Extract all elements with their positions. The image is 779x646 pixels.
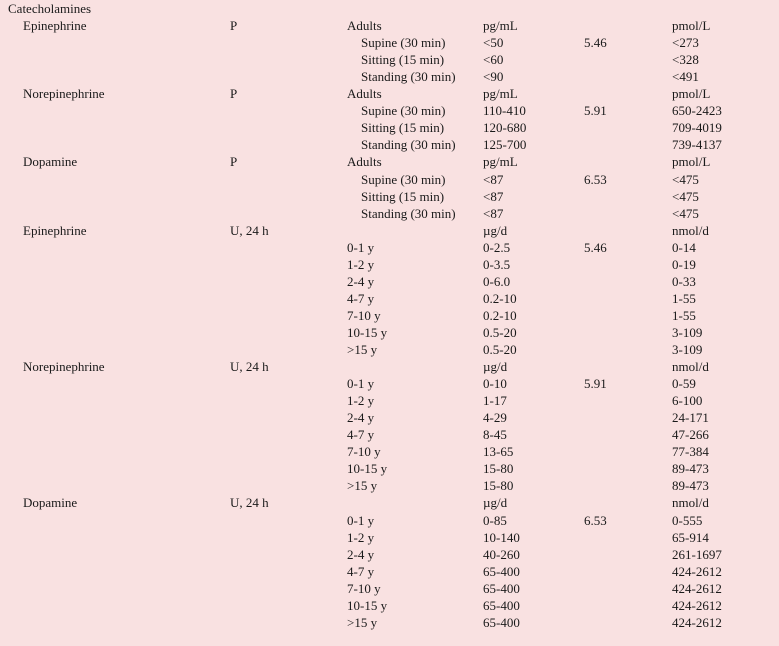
conventional-value-cell: 125-700 <box>483 137 527 153</box>
conventional-value-cell: 0-10 <box>483 376 507 392</box>
conversion-factor-cell: 6.53 <box>584 512 607 528</box>
group-cell: Supine (30 min) <box>361 35 446 50</box>
conversion-factor-cell: 5.46 <box>584 35 607 50</box>
conventional-value-cell: 0-3.5 <box>483 256 511 272</box>
table-row <box>0 85 779 102</box>
analyte-cell: Dopamine <box>23 495 78 511</box>
si-value-cell: 77-384 <box>672 444 709 460</box>
conventional-value-cell: 65-400 <box>483 563 520 579</box>
table-row <box>0 205 779 222</box>
table-row <box>0 477 779 494</box>
conventional-value-cell: 8-45 <box>483 427 507 443</box>
si-value-cell: 89-473 <box>672 461 709 477</box>
group-cell: 2-4 y <box>347 410 375 426</box>
table-row <box>0 597 779 614</box>
conventional-value-cell: µg/d <box>483 359 508 374</box>
conventional-value-cell: <87 <box>483 171 504 187</box>
specimen-cell: U, 24 h <box>230 359 269 374</box>
si-value-cell: <273 <box>672 35 699 50</box>
conventional-value-cell: 110-410 <box>483 103 526 119</box>
table-row <box>0 34 779 51</box>
table-row <box>0 614 779 631</box>
table-row <box>0 512 779 529</box>
group-cell: 2-4 y <box>347 546 375 562</box>
table-row <box>0 580 779 597</box>
conventional-value-cell: 13-65 <box>483 444 514 460</box>
si-value-cell: 1-55 <box>672 307 696 323</box>
group-cell: 0-1 y <box>347 376 375 392</box>
section-title: Catecholamines <box>8 1 92 16</box>
si-value-cell: 424-2612 <box>672 614 722 630</box>
conventional-value-cell: pg/mL <box>483 86 518 102</box>
si-value-cell: 47-266 <box>672 427 709 443</box>
si-value-cell: 424-2612 <box>672 597 722 613</box>
group-cell: Standing (30 min) <box>361 137 456 153</box>
group-cell: Sitting (15 min) <box>361 52 445 68</box>
table-row <box>0 546 779 563</box>
table-row <box>0 171 779 188</box>
analyte-cell: Norepinephrine <box>23 359 105 374</box>
si-value-cell: 0-59 <box>672 376 696 392</box>
conventional-value-cell: 15-80 <box>483 478 514 494</box>
conventional-value-cell: µg/d <box>483 222 508 238</box>
si-value-cell: 1-55 <box>672 290 696 306</box>
si-value-cell: 24-171 <box>672 410 709 426</box>
conventional-value-cell: 0.5-20 <box>483 341 517 357</box>
group-cell: 1-2 y <box>347 256 375 272</box>
specimen-cell: P <box>230 86 238 102</box>
si-value-cell: pmol/L <box>672 86 711 102</box>
specimen-cell: P <box>230 18 238 33</box>
specimen-cell: U, 24 h <box>230 222 269 238</box>
table-row <box>0 375 779 392</box>
si-value-cell: <475 <box>672 188 699 204</box>
table-row <box>0 153 779 170</box>
group-cell: Supine (30 min) <box>361 103 446 119</box>
conventional-value-cell: 4-29 <box>483 410 507 426</box>
conventional-value-cell: 40-260 <box>483 546 520 562</box>
conventional-value-cell: 0.5-20 <box>483 324 517 340</box>
group-cell: 0-1 y <box>347 239 375 255</box>
table-row <box>0 324 779 341</box>
table-row <box>0 426 779 443</box>
table-row <box>0 494 779 511</box>
si-value-cell: <491 <box>672 69 699 85</box>
si-value-cell: <328 <box>672 52 699 68</box>
conventional-value-cell: 0.2-10 <box>483 307 517 323</box>
si-value-cell: 89-473 <box>672 478 709 494</box>
analyte-cell: Dopamine <box>23 154 78 170</box>
group-cell: 0-1 y <box>347 512 375 528</box>
group-cell: 7-10 y <box>347 444 381 460</box>
table-row <box>0 273 779 290</box>
table-row <box>0 529 779 546</box>
conventional-value-cell: 10-140 <box>483 529 520 545</box>
si-value-cell: 65-914 <box>672 529 709 545</box>
conventional-value-cell: <50 <box>483 35 504 50</box>
conventional-value-cell: <90 <box>483 69 504 85</box>
si-value-cell: <475 <box>672 171 699 187</box>
conventional-value-cell: 0-85 <box>483 512 507 528</box>
si-value-cell: 0-19 <box>672 256 696 272</box>
si-value-cell: 739-4137 <box>672 137 722 153</box>
conversion-factor-cell: 5.46 <box>584 239 607 255</box>
conventional-value-cell: µg/d <box>483 495 508 511</box>
table-row <box>0 256 779 273</box>
group-cell: 7-10 y <box>347 580 381 596</box>
group-cell: 1-2 y <box>347 529 375 545</box>
table-row <box>0 392 779 409</box>
conventional-value-cell: <87 <box>483 205 504 221</box>
table-row <box>0 17 779 34</box>
table-row <box>0 188 779 205</box>
specimen-cell: P <box>230 154 238 170</box>
specimen-cell: U, 24 h <box>230 495 269 511</box>
si-value-cell: nmol/d <box>672 222 709 238</box>
conventional-value-cell: 1-17 <box>483 393 507 409</box>
table-row <box>0 119 779 136</box>
si-value-cell: pmol/L <box>672 154 711 170</box>
table-row <box>0 68 779 85</box>
group-cell: 10-15 y <box>347 597 388 613</box>
table-row <box>0 290 779 307</box>
si-value-cell: 650-2423 <box>672 103 722 119</box>
si-value-cell: 0-555 <box>672 512 703 528</box>
conventional-value-cell: 0-2.5 <box>483 239 511 255</box>
section-header <box>0 0 779 17</box>
table-row <box>0 409 779 426</box>
group-cell: 4-7 y <box>347 563 375 579</box>
si-value-cell: 709-4019 <box>672 120 722 136</box>
conversion-factor-cell: 6.53 <box>584 171 607 187</box>
si-value-cell: 0-33 <box>672 273 696 289</box>
si-value-cell: 424-2612 <box>672 563 722 579</box>
group-cell: Adults <box>347 154 382 170</box>
conventional-value-cell: 65-400 <box>483 597 520 613</box>
si-value-cell: nmol/d <box>672 495 709 511</box>
conventional-value-cell: <87 <box>483 188 504 204</box>
table-row <box>0 102 779 119</box>
conventional-value-cell: pg/mL <box>483 154 518 170</box>
table-row <box>0 307 779 324</box>
group-cell: 4-7 y <box>347 427 375 443</box>
conversion-factor-cell: 5.91 <box>584 376 607 392</box>
table-row <box>0 563 779 580</box>
si-value-cell: 261-1697 <box>672 546 722 562</box>
group-cell: Standing (30 min) <box>361 69 456 85</box>
si-value-cell: 0-14 <box>672 239 696 255</box>
table-row <box>0 222 779 239</box>
group-cell: Adults <box>347 18 382 33</box>
group-cell: >15 y <box>347 341 378 357</box>
conventional-value-cell: 120-680 <box>483 120 527 136</box>
table-row <box>0 136 779 153</box>
si-value-cell: nmol/d <box>672 359 709 374</box>
conventional-value-cell: pg/mL <box>483 18 518 33</box>
conventional-value-cell: 0-6.0 <box>483 273 511 289</box>
conventional-value-cell: 0.2-10 <box>483 290 517 306</box>
si-value-cell: 3-109 <box>672 341 703 357</box>
group-cell: 4-7 y <box>347 290 375 306</box>
conventional-value-cell: 15-80 <box>483 461 514 477</box>
conversion-factor-cell: 5.91 <box>584 103 607 119</box>
si-value-cell: 6-100 <box>672 393 703 409</box>
analyte-cell: Epinephrine <box>23 222 87 238</box>
group-cell: Sitting (15 min) <box>361 188 445 204</box>
table-row <box>0 341 779 358</box>
group-cell: Standing (30 min) <box>361 205 456 221</box>
group-cell: Adults <box>347 86 382 102</box>
group-cell: >15 y <box>347 614 378 630</box>
si-value-cell: 424-2612 <box>672 580 722 596</box>
analyte-cell: Norepinephrine <box>23 86 105 102</box>
group-cell: 10-15 y <box>347 324 388 340</box>
si-value-cell: 3-109 <box>672 324 703 340</box>
group-cell: 2-4 y <box>347 273 375 289</box>
group-cell: 7-10 y <box>347 307 381 323</box>
table-row <box>0 460 779 477</box>
group-cell: Sitting (15 min) <box>361 120 445 136</box>
conventional-value-cell: 65-400 <box>483 614 520 630</box>
conventional-value-cell: 65-400 <box>483 580 520 596</box>
group-cell: 10-15 y <box>347 461 388 477</box>
table-row <box>0 358 779 375</box>
table-row <box>0 443 779 460</box>
group-cell: Supine (30 min) <box>361 171 446 187</box>
analyte-cell: Epinephrine <box>23 18 87 33</box>
table-row <box>0 239 779 256</box>
si-value-cell: pmol/L <box>672 18 711 33</box>
si-value-cell: <475 <box>672 205 699 221</box>
conventional-value-cell: <60 <box>483 52 504 68</box>
table-row <box>0 51 779 68</box>
group-cell: >15 y <box>347 478 378 494</box>
group-cell: 1-2 y <box>347 393 375 409</box>
